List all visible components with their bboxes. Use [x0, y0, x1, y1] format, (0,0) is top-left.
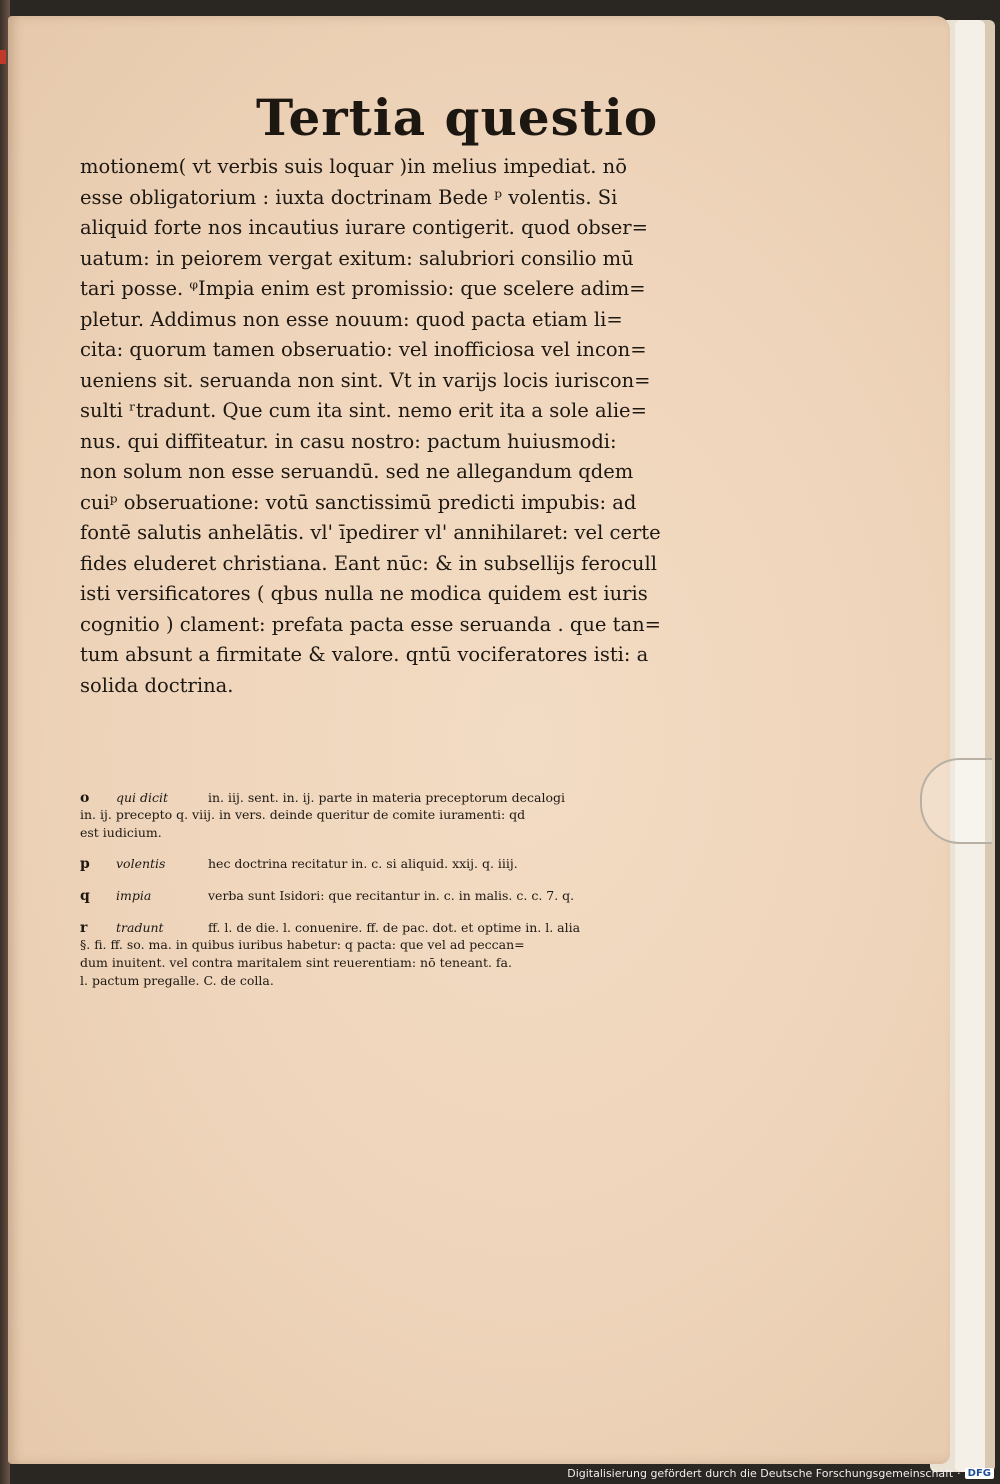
note-line: §. fi. ff. so. ma. in quibus iuribus habetur: q pacta: que vel ad peccan= — [80, 937, 525, 952]
note-keyword: volentis — [116, 856, 166, 871]
text-line: tum absunt a firmitate & valore. qntū vociferatores isti: a — [80, 643, 649, 666]
text-line: cognitio ) clament: prefata pacta esse seruanda . que tan= — [80, 612, 662, 636]
text-line: fides eluderet christiana. Eant nūc: & in subsellijs ferocull — [80, 551, 657, 575]
text-line: tari posse. ᵠImpia enim est promissio: que scelere adim= — [80, 277, 646, 300]
text-line: non solum non esse seruandū. sed ne allegandum qdem — [80, 460, 634, 483]
note-line: hec doctrina recitatur in. c. si aliquid. xxij. q. iiij. — [208, 856, 518, 871]
page-heading: Tertia questio — [256, 88, 659, 147]
note-keyword: impia — [116, 888, 152, 903]
note-letter: p — [80, 856, 90, 872]
text-line: sulti ʳtradunt. Que cum ita sint. nemo erit ita a sole alie= — [80, 399, 647, 422]
note-r — [80, 920, 690, 990]
note-line: dum inuitent. vel contra maritalem sint reuerentiam: nō teneant. fa. — [80, 955, 512, 970]
note-q — [80, 888, 690, 904]
text-line: uatum: in peiorem vergat exitum: salubriori consilio mū — [80, 246, 634, 270]
note-letter: o — [80, 790, 90, 806]
left-margin-bleed — [16, 416, 32, 676]
main-text-block — [80, 152, 680, 701]
page-clip — [920, 758, 992, 844]
page-edge — [955, 20, 985, 1472]
note-o — [80, 790, 690, 842]
note-letter: r — [80, 920, 88, 936]
note-keyword: qui dicit — [116, 790, 169, 805]
text-line: ueniens sit. seruanda non sint. Vt in varijs locis iuriscon= — [80, 368, 651, 392]
note-line: verba sunt Isidori: que recitantur in. c. in malis. c. c. 7. q. — [208, 888, 575, 903]
digitization-credit — [567, 1465, 994, 1481]
marginal-notes — [80, 790, 690, 999]
text-line: motionem( vt verbis suis loquar )in melius impediat. nō — [80, 155, 627, 178]
note-letter: q — [80, 888, 90, 904]
text-line: nus. qui diffiteatur. in casu nostro: pactum huiusmodi: — [80, 429, 617, 453]
bookmark-ribbon — [0, 50, 6, 64]
note-keyword: tradunt — [116, 920, 164, 935]
text-line: esse obligatorium : iuxta doctrinam Bede ᵖ volentis. Si — [80, 185, 618, 209]
credit-separator: · — [957, 1466, 961, 1480]
text-line: cuiᵖ obseruatione: votū sanctissimū predicti impubis: ad — [80, 490, 637, 514]
note-line: est iudicium. — [80, 825, 162, 840]
text-line: solida doctrina. — [80, 673, 234, 697]
note-line: in. iij. sent. in. ij. parte in materia preceptorum decalogi — [208, 790, 565, 805]
text-line: pletur. Addimus non esse nouum: quod pacta etiam li= — [80, 307, 623, 331]
note-p — [80, 856, 690, 872]
text-line: cita: quorum tamen obseruatio: vel inofficiosa vel incon= — [80, 338, 647, 361]
text-line: aliquid forte nos incautius iurare contigerit. quod obser= — [80, 216, 648, 239]
text-line: isti versificatores ( qbus nulla ne modica quidem est iuris — [80, 582, 648, 605]
text-line: fontē salutis anhelātis. vl' īpedirer vl' annihilaret: vel certe — [80, 521, 661, 544]
credit-text: Digitalisierung gefördert durch die Deutsche Forschungsgemeinschaft — [567, 1466, 954, 1480]
dfg-logo: DFG — [965, 1468, 994, 1479]
note-line: l. pactum pregalle. C. de colla. — [80, 973, 274, 988]
note-line: in. ij. precepto q. viij. in vers. deinde queritur de comite iuramenti: qd — [80, 807, 526, 822]
note-line: ff. l. de die. l. conuenire. ff. de pac. dot. et optime in. l. alia — [208, 920, 581, 935]
